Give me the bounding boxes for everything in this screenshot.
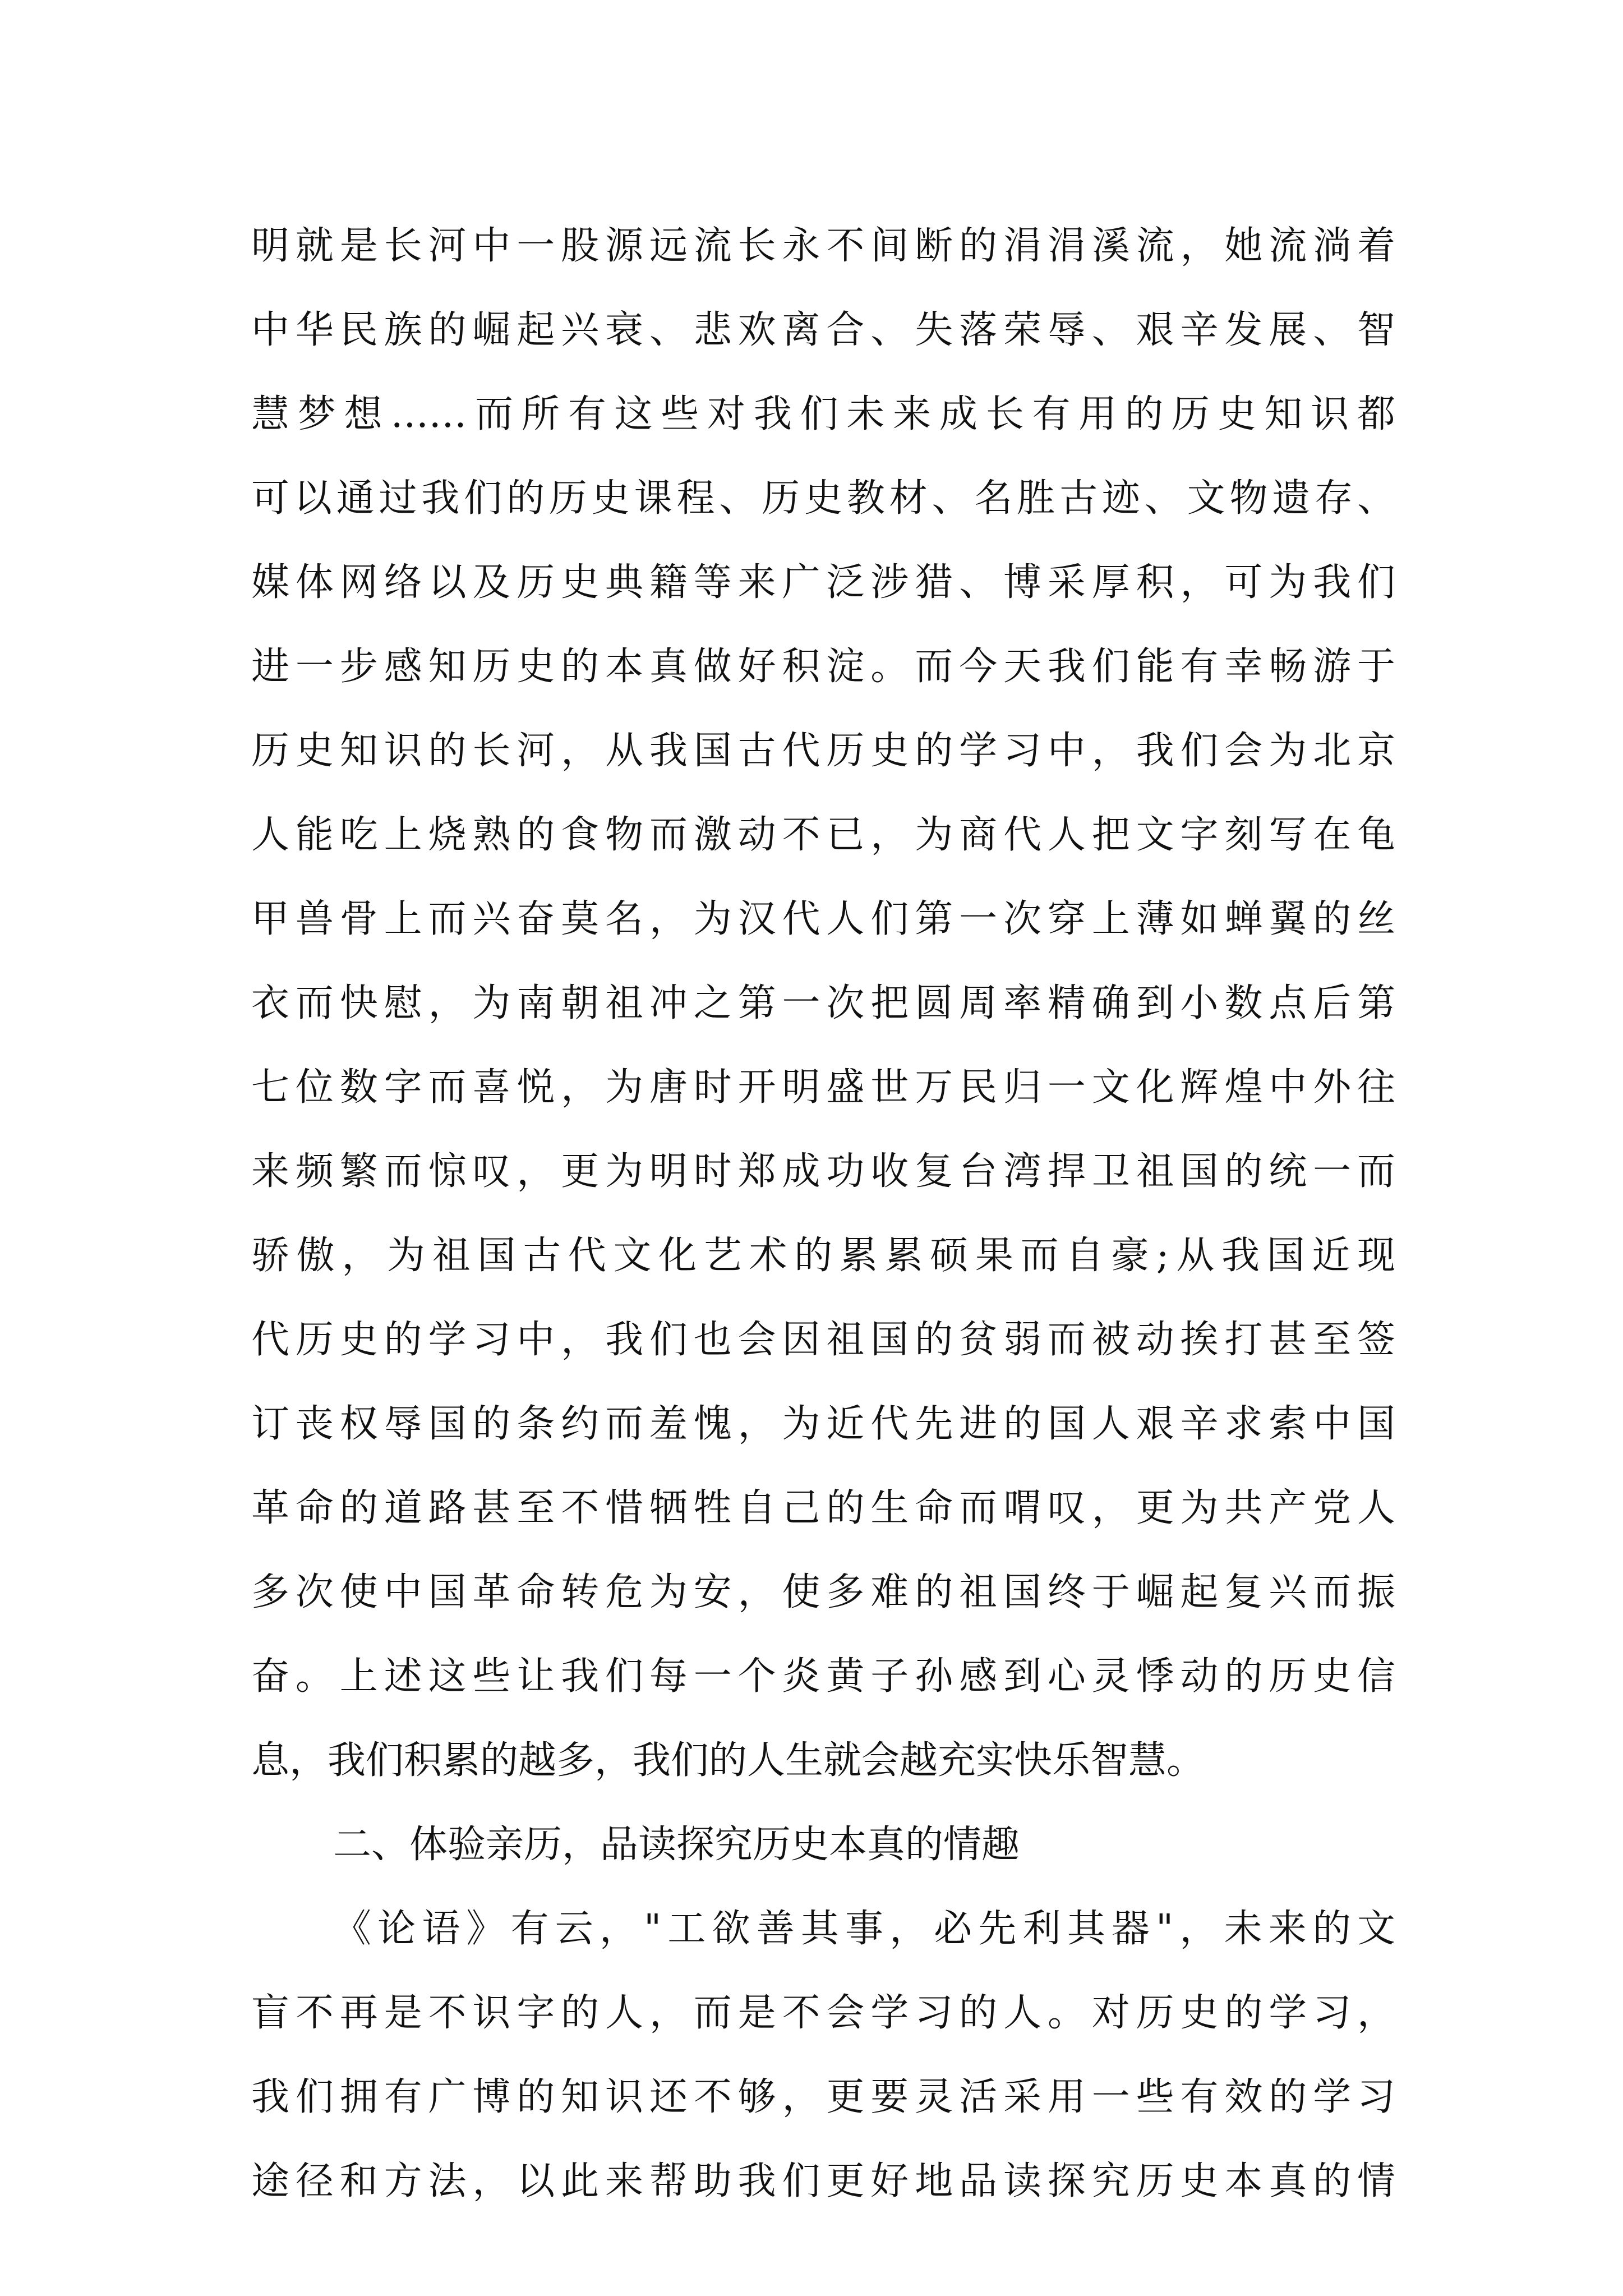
- text-line: 骄傲，为祖国古代文化艺术的累累硕果而自豪;从我国近现: [251, 1234, 1395, 1278]
- paragraph-2: [251, 1887, 1395, 2224]
- text-line: 七位数字而喜悦，为唐时开明盛世万民归一文化辉煌中外往: [251, 1065, 1395, 1110]
- text-line: 多次使中国革命转危为安，使多难的祖国终于崛起复兴而振: [251, 1570, 1395, 1614]
- text-line: 途径和方法，以此来帮助我们更好地品读探究历史本真的情: [251, 2159, 1395, 2203]
- text-line: 媒体网络以及历史典籍等来广泛涉猎、博采厚积，可为我们: [251, 560, 1395, 605]
- text-line: 进一步感知历史的本真做好积淀。而今天我们能有幸畅游于: [251, 645, 1395, 689]
- text-line: 盲不再是不识字的人，而是不会学习的人。对历史的学习，: [251, 1991, 1395, 2035]
- text-line: 来频繁而惊叹，更为明时郑成功收复台湾捍卫祖国的统一而: [251, 1149, 1395, 1194]
- text-line: 奋。上述这些让我们每一个炎黄子孙感到心灵悸动的历史信: [251, 1654, 1395, 1699]
- text-line: 慧梦想……而所有这些对我们未来成长有用的历史知识都: [251, 392, 1395, 436]
- text-line: 明就是长河中一股源远流长永不间断的涓涓溪流，她流淌着: [251, 224, 1395, 268]
- paragraph-1: [251, 204, 1395, 1803]
- text-line: 甲兽骨上而兴奋莫名，为汉代人们第一次穿上薄如蝉翼的丝: [251, 897, 1395, 941]
- text-line: 历史知识的长河，从我国古代历史的学习中，我们会为北京: [251, 729, 1395, 773]
- text-line: 人能吃上烧熟的食物而激动不已，为商代人把文字刻写在龟: [251, 813, 1395, 857]
- text-line: 衣而快慰，为南朝祖冲之第一次把圆周率精确到小数点后第: [251, 981, 1395, 1025]
- text-line: 可以通过我们的历史课程、历史教材、名胜古迹、文物遗存、: [251, 476, 1395, 521]
- text-line: 代历史的学习中，我们也会因祖国的贫弱而被动挨打甚至签: [251, 1318, 1395, 1362]
- text-line: 革命的道路甚至不惜牺牲自己的生命而喟叹，更为共产党人: [251, 1486, 1395, 1530]
- text-line: 订丧权辱国的条约而羞愧，为近代先进的国人艰辛求索中国: [251, 1402, 1395, 1446]
- text-line: 《论语》有云，"工欲善其事，必先利其器"，未来的文: [333, 1907, 1395, 1951]
- section-heading: 二、体验亲历，品读探究历史本真的情趣: [333, 1823, 1020, 1867]
- text-line: 息，我们积累的越多，我们的人生就会越充实快乐智慧。: [251, 1738, 1205, 1783]
- body-text: [251, 204, 1395, 2224]
- text-line: 中华民族的崛起兴衰、悲欢离合、失落荣辱、艰辛发展、智: [251, 308, 1395, 352]
- text-line: 我们拥有广博的知识还不够，更要灵活采用一些有效的学习: [251, 2075, 1395, 2119]
